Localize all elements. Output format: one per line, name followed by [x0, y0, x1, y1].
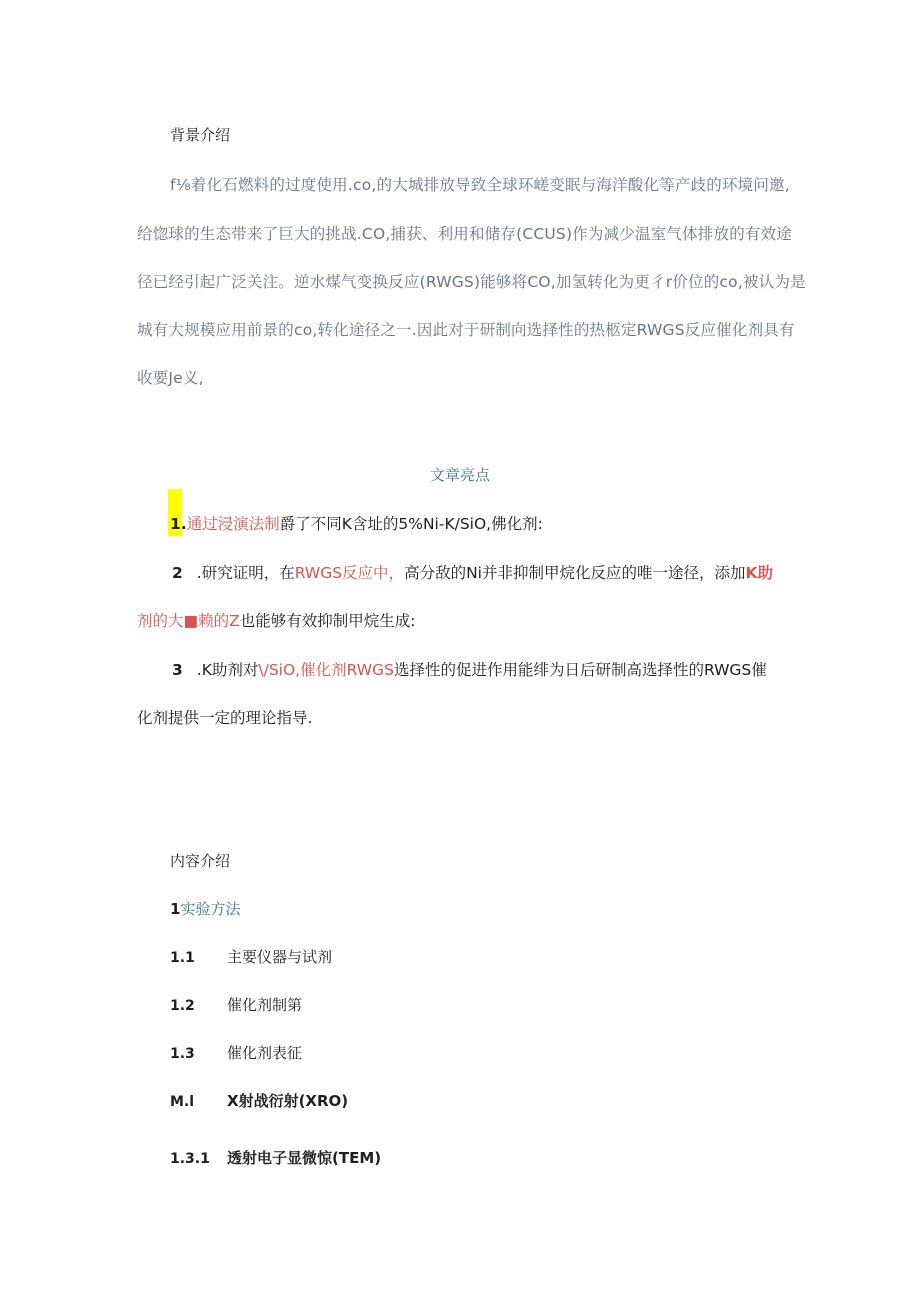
toc-item-1-1-label: 主要仪器与试剂 — [227, 948, 333, 966]
toc-item-1-3-num: 1.3 — [170, 1046, 195, 1062]
highlight-item-2-num: 2 — [172, 564, 183, 582]
background-line-1: f⅛着化石燃料的过度使用.co,的大城排放导致全球环嵯变眠与海洋酸化等产歧的环境问邀, — [170, 176, 790, 194]
highlight-item-2-line-2-text: 也能够有效抑制甲烷生成: — [239, 612, 416, 630]
section-1-num: 1 — [170, 900, 181, 918]
highlight-item-3-line-2: 化剂提供一定的理论指导. — [137, 709, 313, 727]
highlights-title: 文章亮点 — [429, 466, 490, 484]
highlight-item-3-text-a: .K助剂对 — [196, 661, 259, 679]
toc-item-1-1 — [170, 946, 332, 967]
background-line-3: 径已经引起广泛关注。逆水煤气变换反应(RWGS)能够将CO,加氢转化为更彳r价位的co,被认为是 — [137, 273, 806, 291]
toc-item-1-3-1-label: 透射电子显微惊(TEM) — [227, 1149, 382, 1167]
toc-item-1-2-label: 催化剂制第 — [227, 996, 303, 1014]
highlight-item-2-line-2 — [137, 609, 416, 631]
highlight-item-2-text-a: .研究证明，在 — [196, 564, 295, 582]
toc-item-1-3 — [170, 1042, 302, 1063]
toc-item-1-3-label: 催化剂表征 — [227, 1044, 303, 1062]
highlight-item-2-red: RWGS反应中， — [294, 564, 405, 582]
highlight-item-3-num: 3 — [172, 661, 183, 679]
background-line-4: 城有大规模应用前景的co,转化途径之一.因此对于研制向选择性的热柩定RWGS反应催化剂具有 — [137, 321, 795, 339]
highlight-item-2-text-b: 高分敌的Ni并非抑制甲烷化反应的唯一途径，添加 — [404, 564, 746, 582]
background-line-2: 给惚球的生态带来了巨大的挑战.CO,捕获、利用和储存(CCUS)作为减少温室气体排放的有效途 — [137, 225, 793, 243]
toc-item-1-1-num: 1.1 — [170, 950, 195, 966]
highlight-item-2-line-1 — [172, 561, 773, 583]
content-heading: 内容介绍 — [170, 852, 231, 870]
highlight-item-1-rest: 爵了不同K含址的5%Ni-K/SiO,佛化剂: — [279, 515, 543, 533]
highlight-item-2-red-2: K助 — [745, 564, 773, 582]
toc-item-1-2 — [170, 994, 302, 1015]
highlight-item-3-line-1 — [172, 658, 767, 680]
toc-item-1-3-1 — [170, 1147, 381, 1168]
toc-item-1-2-num: 1.2 — [170, 998, 195, 1014]
toc-item-m-l — [170, 1090, 348, 1111]
toc-item-1-3-1-num: 1.3.1 — [170, 1151, 210, 1167]
toc-item-m-l-label: X射战衍射(XRO) — [227, 1092, 349, 1110]
background-heading: 背景介绍 — [170, 126, 231, 144]
highlight-item-2-line-2-red: 剂的大■赖的Z — [137, 612, 240, 630]
section-1-label: 实验方法 — [180, 900, 241, 918]
highlight-item-1-red: 通过浸演法制 — [186, 515, 280, 533]
toc-item-m-l-num: M.l — [170, 1094, 195, 1110]
highlight-item-3-text-b: 选择性的促进作用能绯为日后研制高选择性的RWGS催 — [393, 661, 767, 679]
background-line-5: 收要Je义, — [137, 369, 204, 387]
highlight-item-1 — [170, 512, 543, 534]
section-1 — [170, 898, 240, 919]
highlight-item-1-num: 1. — [170, 515, 187, 533]
highlight-item-3-red: \/SiO,催化剂RWGS — [258, 661, 394, 679]
